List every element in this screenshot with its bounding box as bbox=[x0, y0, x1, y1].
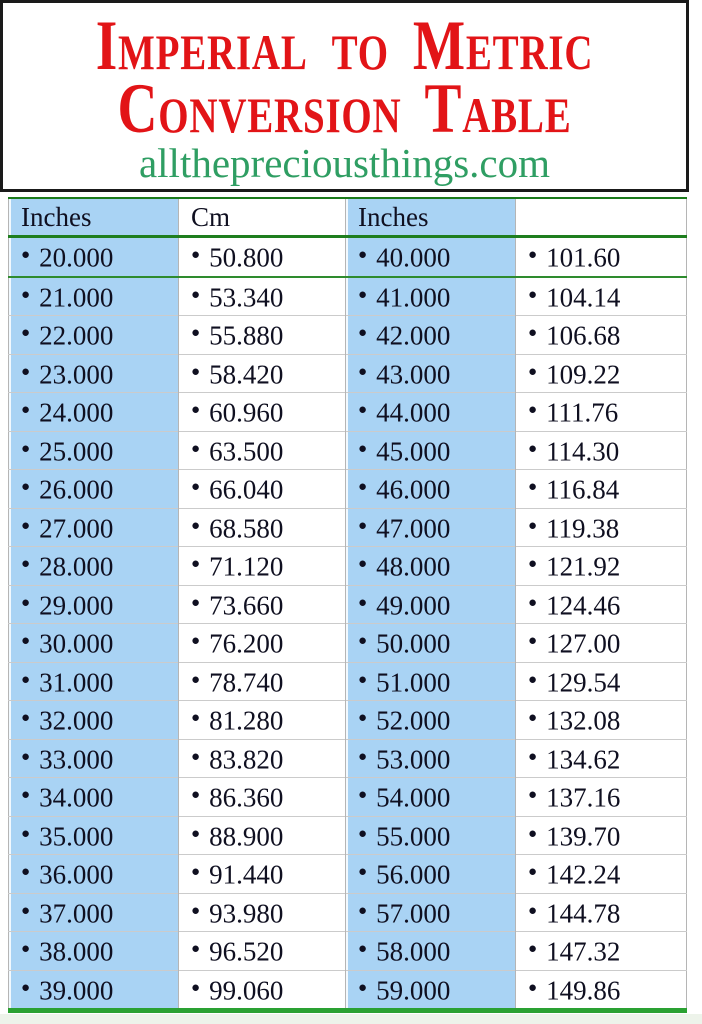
bullet-icon: ● bbox=[358, 286, 368, 303]
cell-value: 40.000 bbox=[376, 242, 451, 273]
bullet-icon: ● bbox=[358, 325, 368, 342]
bullet-icon: ● bbox=[21, 979, 31, 996]
bullet-icon: ● bbox=[21, 286, 31, 303]
table-row bbox=[9, 932, 687, 971]
table-cell bbox=[346, 316, 516, 355]
bullet-icon: ● bbox=[191, 247, 201, 264]
cell-value: 37.000 bbox=[39, 897, 114, 928]
bullet-icon: ● bbox=[528, 787, 538, 804]
table-cell bbox=[346, 237, 516, 277]
table-cell bbox=[516, 662, 687, 701]
table-cell bbox=[346, 970, 516, 1011]
bullet-icon: ● bbox=[191, 402, 201, 419]
bullet-icon: ● bbox=[191, 864, 201, 881]
cell-value: 52.000 bbox=[376, 705, 451, 736]
cell-value: 78.740 bbox=[209, 666, 284, 697]
bullet-icon: ● bbox=[358, 748, 368, 765]
bullet-icon: ● bbox=[21, 671, 31, 688]
table-row bbox=[9, 316, 687, 355]
table-cell bbox=[9, 778, 179, 817]
bullet-icon: ● bbox=[358, 710, 368, 727]
table-row bbox=[9, 662, 687, 701]
table-cell bbox=[179, 237, 346, 277]
table-cell bbox=[346, 393, 516, 432]
table-cell bbox=[346, 354, 516, 393]
cell-value: 147.32 bbox=[546, 936, 621, 967]
bullet-icon: ● bbox=[358, 479, 368, 496]
table-cell bbox=[346, 508, 516, 547]
bullet-icon: ● bbox=[528, 864, 538, 881]
cell-value: 149.86 bbox=[546, 974, 621, 1005]
table-row bbox=[9, 508, 687, 547]
bullet-icon: ● bbox=[191, 671, 201, 688]
bullet-icon: ● bbox=[191, 556, 201, 573]
bullet-icon: ● bbox=[191, 440, 201, 457]
bullet-icon: ● bbox=[21, 402, 31, 419]
cell-value: 39.000 bbox=[39, 974, 114, 1005]
bullet-icon: ● bbox=[21, 748, 31, 765]
cell-value: 57.000 bbox=[376, 897, 451, 928]
cell-value: 42.000 bbox=[376, 320, 451, 351]
bullet-icon: ● bbox=[21, 864, 31, 881]
table-cell bbox=[9, 816, 179, 855]
table-cell bbox=[516, 237, 687, 277]
column-header-cm-right bbox=[516, 198, 687, 237]
bullet-icon: ● bbox=[528, 710, 538, 727]
table-row bbox=[9, 701, 687, 740]
bullet-icon: ● bbox=[528, 479, 538, 496]
bullet-icon: ● bbox=[358, 517, 368, 534]
bullet-icon: ● bbox=[21, 633, 31, 650]
bullet-icon: ● bbox=[191, 594, 201, 611]
table-cell bbox=[179, 277, 346, 316]
table-cell bbox=[346, 816, 516, 855]
table-cell bbox=[346, 662, 516, 701]
table-cell bbox=[179, 431, 346, 470]
bullet-icon: ● bbox=[358, 941, 368, 958]
cell-value: 30.000 bbox=[39, 628, 114, 659]
bullet-icon: ● bbox=[191, 748, 201, 765]
bullet-icon: ● bbox=[21, 517, 31, 534]
table-cell bbox=[346, 932, 516, 971]
table-cell bbox=[9, 739, 179, 778]
bullet-icon: ● bbox=[528, 517, 538, 534]
cell-value: 66.040 bbox=[209, 474, 284, 505]
table-cell bbox=[346, 739, 516, 778]
column-header-inches-left: Inches bbox=[9, 198, 179, 237]
table-cell bbox=[9, 624, 179, 663]
table-cell bbox=[179, 701, 346, 740]
cell-value: 27.000 bbox=[39, 512, 114, 543]
bullet-icon: ● bbox=[191, 941, 201, 958]
bullet-icon: ● bbox=[528, 941, 538, 958]
cell-value: 28.000 bbox=[39, 551, 114, 582]
bullet-icon: ● bbox=[528, 902, 538, 919]
table-cell bbox=[516, 739, 687, 778]
cell-value: 129.54 bbox=[546, 666, 621, 697]
cell-value: 101.60 bbox=[546, 242, 621, 273]
cell-value: 68.580 bbox=[209, 512, 284, 543]
cell-value: 134.62 bbox=[546, 743, 621, 774]
cell-value: 49.000 bbox=[376, 589, 451, 620]
table-cell bbox=[346, 778, 516, 817]
table-cell bbox=[346, 470, 516, 509]
table-cell bbox=[346, 701, 516, 740]
cell-value: 116.84 bbox=[546, 474, 620, 505]
bullet-icon: ● bbox=[21, 594, 31, 611]
table-row bbox=[9, 624, 687, 663]
cell-value: 35.000 bbox=[39, 820, 114, 851]
bullet-icon: ● bbox=[21, 556, 31, 573]
cell-value: 142.24 bbox=[546, 859, 621, 890]
bullet-icon: ● bbox=[191, 710, 201, 727]
column-header-inches-right: Inches bbox=[346, 198, 516, 237]
table-cell bbox=[9, 237, 179, 277]
table-cell bbox=[9, 431, 179, 470]
cell-value: 58.420 bbox=[209, 358, 284, 389]
cell-value: 73.660 bbox=[209, 589, 284, 620]
conversion-table-wrap bbox=[8, 197, 687, 1013]
table-header-row bbox=[9, 198, 687, 237]
table-cell bbox=[516, 547, 687, 586]
cell-value: 119.38 bbox=[546, 512, 620, 543]
bullet-icon: ● bbox=[358, 902, 368, 919]
table-row bbox=[9, 893, 687, 932]
bullet-icon: ● bbox=[528, 825, 538, 842]
bullet-icon: ● bbox=[528, 979, 538, 996]
cell-value: 99.060 bbox=[209, 974, 284, 1005]
table-row bbox=[9, 585, 687, 624]
cell-value: 44.000 bbox=[376, 397, 451, 428]
bullet-icon: ● bbox=[191, 902, 201, 919]
table-cell bbox=[516, 354, 687, 393]
table-cell bbox=[516, 585, 687, 624]
cell-value: 54.000 bbox=[376, 782, 451, 813]
cell-value: 50.800 bbox=[209, 242, 284, 273]
table-cell bbox=[516, 778, 687, 817]
table-cell bbox=[516, 393, 687, 432]
cell-value: 46.000 bbox=[376, 474, 451, 505]
page-title-line-1: Imperial to Metric bbox=[95, 7, 594, 85]
bullet-icon: ● bbox=[191, 787, 201, 804]
table-cell bbox=[9, 855, 179, 894]
table-body bbox=[9, 237, 687, 1011]
bullet-icon: ● bbox=[21, 787, 31, 804]
cell-value: 55.880 bbox=[209, 320, 284, 351]
cell-value: 91.440 bbox=[209, 859, 284, 890]
bullet-icon: ● bbox=[358, 787, 368, 804]
bullet-icon: ● bbox=[358, 979, 368, 996]
table-cell bbox=[179, 970, 346, 1011]
bullet-icon: ● bbox=[528, 325, 538, 342]
cell-value: 23.000 bbox=[39, 358, 114, 389]
cell-value: 32.000 bbox=[39, 705, 114, 736]
table-row bbox=[9, 354, 687, 393]
title-box bbox=[0, 0, 689, 192]
cell-value: 53.000 bbox=[376, 743, 451, 774]
table-cell bbox=[179, 932, 346, 971]
cell-value: 111.76 bbox=[546, 397, 619, 428]
table-cell bbox=[179, 393, 346, 432]
bullet-icon: ● bbox=[528, 748, 538, 765]
cell-value: 33.000 bbox=[39, 743, 114, 774]
cell-value: 88.900 bbox=[209, 820, 284, 851]
table-row bbox=[9, 393, 687, 432]
cell-value: 50.000 bbox=[376, 628, 451, 659]
table-row bbox=[9, 970, 687, 1011]
table-cell bbox=[179, 470, 346, 509]
bullet-icon: ● bbox=[358, 864, 368, 881]
cell-value: 144.78 bbox=[546, 897, 621, 928]
bullet-icon: ● bbox=[528, 633, 538, 650]
cell-value: 20.000 bbox=[39, 242, 114, 273]
table-cell bbox=[179, 739, 346, 778]
bullet-icon: ● bbox=[358, 671, 368, 688]
cell-value: 45.000 bbox=[376, 435, 451, 466]
table-cell bbox=[9, 662, 179, 701]
bullet-icon: ● bbox=[358, 556, 368, 573]
table-cell bbox=[9, 970, 179, 1011]
cell-value: 81.280 bbox=[209, 705, 284, 736]
table-row bbox=[9, 816, 687, 855]
cell-value: 51.000 bbox=[376, 666, 451, 697]
table-cell bbox=[346, 585, 516, 624]
cell-value: 132.08 bbox=[546, 705, 621, 736]
cell-value: 36.000 bbox=[39, 859, 114, 890]
table-row bbox=[9, 739, 687, 778]
bullet-icon: ● bbox=[191, 479, 201, 496]
cell-value: 38.000 bbox=[39, 936, 114, 967]
bullet-icon: ● bbox=[21, 710, 31, 727]
bottom-strip bbox=[0, 1014, 702, 1024]
table-cell bbox=[516, 470, 687, 509]
table-cell bbox=[516, 277, 687, 316]
table-cell bbox=[516, 701, 687, 740]
table-cell bbox=[9, 393, 179, 432]
cell-value: 109.22 bbox=[546, 358, 621, 389]
bullet-icon: ● bbox=[528, 402, 538, 419]
cell-value: 96.520 bbox=[209, 936, 284, 967]
conversion-table bbox=[8, 197, 687, 1013]
cell-value: 29.000 bbox=[39, 589, 114, 620]
table-cell bbox=[179, 816, 346, 855]
cell-value: 83.820 bbox=[209, 743, 284, 774]
table-cell bbox=[9, 932, 179, 971]
bullet-icon: ● bbox=[21, 825, 31, 842]
cell-value: 63.500 bbox=[209, 435, 284, 466]
bullet-icon: ● bbox=[21, 363, 31, 380]
table-cell bbox=[346, 855, 516, 894]
bullet-icon: ● bbox=[358, 594, 368, 611]
bullet-icon: ● bbox=[21, 902, 31, 919]
cell-value: 104.14 bbox=[546, 281, 621, 312]
table-row bbox=[9, 855, 687, 894]
table-cell bbox=[516, 431, 687, 470]
table-row bbox=[9, 470, 687, 509]
table-cell bbox=[9, 585, 179, 624]
table-row bbox=[9, 237, 687, 277]
bullet-icon: ● bbox=[528, 286, 538, 303]
bullet-icon: ● bbox=[21, 941, 31, 958]
bullet-icon: ● bbox=[528, 671, 538, 688]
table-cell bbox=[516, 316, 687, 355]
table-cell bbox=[179, 662, 346, 701]
bullet-icon: ● bbox=[21, 479, 31, 496]
column-header-cm-left: Cm bbox=[179, 198, 346, 237]
table-cell bbox=[516, 932, 687, 971]
table-cell bbox=[9, 316, 179, 355]
cell-value: 60.960 bbox=[209, 397, 284, 428]
bullet-icon: ● bbox=[191, 325, 201, 342]
table-cell bbox=[179, 778, 346, 817]
cell-value: 22.000 bbox=[39, 320, 114, 351]
cell-value: 124.46 bbox=[546, 589, 621, 620]
cell-value: 127.00 bbox=[546, 628, 621, 659]
bullet-icon: ● bbox=[358, 633, 368, 650]
cell-value: 106.68 bbox=[546, 320, 621, 351]
table-row bbox=[9, 547, 687, 586]
table-cell bbox=[9, 547, 179, 586]
table-cell bbox=[516, 508, 687, 547]
bullet-icon: ● bbox=[21, 325, 31, 342]
cell-value: 121.92 bbox=[546, 551, 621, 582]
bullet-icon: ● bbox=[528, 247, 538, 264]
bullet-icon: ● bbox=[358, 247, 368, 264]
cell-value: 48.000 bbox=[376, 551, 451, 582]
cell-value: 59.000 bbox=[376, 974, 451, 1005]
cell-value: 76.200 bbox=[209, 628, 284, 659]
cell-value: 26.000 bbox=[39, 474, 114, 505]
table-cell bbox=[346, 547, 516, 586]
cell-value: 24.000 bbox=[39, 397, 114, 428]
table-cell bbox=[516, 624, 687, 663]
cell-value: 114.30 bbox=[546, 435, 620, 466]
cell-value: 21.000 bbox=[39, 281, 114, 312]
bullet-icon: ● bbox=[528, 556, 538, 573]
cell-value: 55.000 bbox=[376, 820, 451, 851]
bullet-icon: ● bbox=[191, 825, 201, 842]
table-cell bbox=[179, 508, 346, 547]
table-cell bbox=[179, 354, 346, 393]
cell-value: 93.980 bbox=[209, 897, 284, 928]
bullet-icon: ● bbox=[191, 363, 201, 380]
bullet-icon: ● bbox=[191, 286, 201, 303]
table-cell bbox=[179, 547, 346, 586]
cell-value: 53.340 bbox=[209, 281, 284, 312]
cell-value: 86.360 bbox=[209, 782, 284, 813]
table-cell bbox=[179, 585, 346, 624]
table-cell bbox=[179, 624, 346, 663]
cell-value: 41.000 bbox=[376, 281, 451, 312]
table-cell bbox=[516, 816, 687, 855]
bullet-icon: ● bbox=[528, 440, 538, 457]
cell-value: 56.000 bbox=[376, 859, 451, 890]
bullet-icon: ● bbox=[191, 633, 201, 650]
cell-value: 137.16 bbox=[546, 782, 621, 813]
cell-value: 139.70 bbox=[546, 820, 621, 851]
table-cell bbox=[516, 970, 687, 1011]
bullet-icon: ● bbox=[358, 440, 368, 457]
table-cell bbox=[9, 701, 179, 740]
bullet-icon: ● bbox=[528, 363, 538, 380]
table-row bbox=[9, 277, 687, 316]
cell-value: 71.120 bbox=[209, 551, 284, 582]
table-row bbox=[9, 778, 687, 817]
bullet-icon: ● bbox=[21, 247, 31, 264]
table-cell bbox=[346, 624, 516, 663]
bullet-icon: ● bbox=[191, 517, 201, 534]
bullet-icon: ● bbox=[21, 440, 31, 457]
table-cell bbox=[516, 855, 687, 894]
bullet-icon: ● bbox=[358, 363, 368, 380]
cell-value: 25.000 bbox=[39, 435, 114, 466]
table-cell bbox=[179, 316, 346, 355]
table-cell bbox=[346, 431, 516, 470]
cell-value: 31.000 bbox=[39, 666, 114, 697]
table-cell bbox=[9, 277, 179, 316]
bullet-icon: ● bbox=[191, 979, 201, 996]
table-cell bbox=[346, 893, 516, 932]
bullet-icon: ● bbox=[358, 825, 368, 842]
bullet-icon: ● bbox=[358, 402, 368, 419]
page-title-line-2: Conversion Table bbox=[117, 70, 572, 148]
table-cell bbox=[9, 354, 179, 393]
website-url: allthepreciousthings.com bbox=[138, 140, 551, 186]
bullet-icon: ● bbox=[528, 594, 538, 611]
table-cell bbox=[9, 893, 179, 932]
table-cell bbox=[179, 855, 346, 894]
table-row bbox=[9, 431, 687, 470]
table-cell bbox=[346, 277, 516, 316]
table-cell bbox=[9, 470, 179, 509]
table-cell bbox=[516, 893, 687, 932]
cell-value: 58.000 bbox=[376, 936, 451, 967]
cell-value: 47.000 bbox=[376, 512, 451, 543]
table-cell bbox=[9, 508, 179, 547]
cell-value: 43.000 bbox=[376, 358, 451, 389]
table-cell bbox=[179, 893, 346, 932]
cell-value: 34.000 bbox=[39, 782, 114, 813]
